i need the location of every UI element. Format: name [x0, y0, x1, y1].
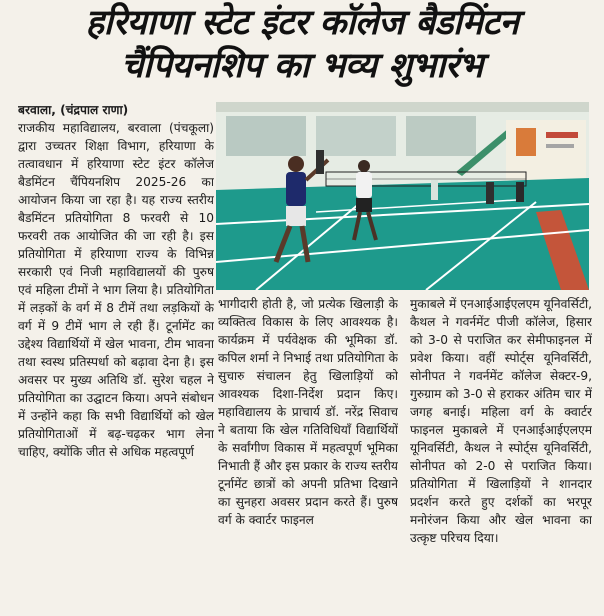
headline	[0, 0, 604, 98]
article-column-2	[218, 295, 398, 616]
column-3-text: मुकाबले में एनआईआईएलएम यूनिवर्सिटी, कैथल ने गवर्नमेंट पीजी कॉलेज, हिसार को 3-0 से पराजित कर सेमीफाइनल में प्रवेश किया। वहीं स्पोर्ट्स यूनिवर्सिटी, सोनीपत ने गवर्नमेंट कॉलेज सेक्टर-9, गुरुग्राम को 3-0 से हराकर अंतिम चार में जगह बनाई। महिला वर्ग के क्वार्टर फाइनल मुकाबले में एनआईआईएलएम यूनिवर्सिटी, कैथल ने स्पोर्ट्स यूनिवर्सिटी, सोनीपत को 2-0 से पराजित किया। प्रतियोगिता में खिलाड़ियों ने शानदार प्रदर्शन करते हुए दर्शकों का भरपूर मनोरंजन किया और खेल भावना का उत्कृष्ट परिचय दिया।	[410, 297, 592, 545]
column-1-text: राजकीय महाविद्यालय, बरवाला (पंचकूला) द्वारा उच्चतर शिक्षा विभाग, हरियाणा के तत्वावधान में हरियाणा स्टेट इंटर कॉलेज बैडमिंटन चैंपियनशिप 2025-26 का आयोजन किया जा रहा है। यह राज्य स्तरीय बैडमिंटन प्रतियोगिता 8 फरवरी से 10 फरवरी तक आयोजित की जा रही है। इस प्रतियोगिता में हरियाणा राज्य के विभिन्न सरकारी एवं निजी महाविद्यालयों की पुरुष एवं महिला टीमों ने भाग लिया है। प्रतियोगिता में लड़कों के वर्ग में 8 टीमें तथा लड़कियों के वर्ग में 9 टीमें भाग ले रही हैं। टूर्नामेंट का उद्देश्य विद्यार्थियों में खेल भावना, टीम भावना तथा स्वस्थ प्रतिस्पर्धा को बढ़ावा देना है। इस अवसर पर मुख्य अतिथि डॉ. सुरेश चहल ने प्रतियोगिता का उद्घाटन किया। अपने संबोधन में उन्होंने कहा कि सभी विद्यार्थियों को खेल प्रतियोगिताओं में बढ़-चढ़कर भाग लेना चाहिए, क्योंकि जीत से अधिक महत्वपूर्ण	[18, 121, 214, 459]
column-2-text: भागीदारी होती है, जो प्रत्येक खिलाड़ी के व्यक्तित्व विकास के लिए आवश्यक है। कार्यक्रम में पर्यवेक्षक की भूमिका डॉ. कपिल शर्मा ने निभाई तथा प्रतियोगिता के सुचारु संचालन हेतु खिलाड़ियों को आवश्यक दिशा-निर्देश प्रदान किए। महाविद्यालय के प्राचार्य डॉ. नरेंद्र सिवाच ने बताया कि खेल गतिविधियाँ विद्यार्थियों के सर्वांगीण विकास में महत्वपूर्ण भूमिका निभाती हैं और इस प्रकार के राज्य स्तरीय टूर्नामेंट छात्रों को अपनी प्रतिभा दिखाने का सुनहरा अवसर प्रदान करते हैं। पुरुष वर्ग के क्वार्टर फाइनल	[218, 297, 398, 527]
article-column-3	[410, 295, 592, 616]
dateline: बरवाला, (चंद्रपाल राणा)	[18, 103, 129, 117]
badminton-court-image	[216, 102, 589, 290]
article-column-1	[18, 101, 214, 616]
headline-line-1: हरियाणा स्टेट इंटर कॉलेज बैडमिंटन	[85, 3, 519, 43]
badminton-photo	[216, 102, 589, 290]
headline-line-2: चैंपियनशिप का भव्य शुभारंभ	[121, 46, 483, 86]
